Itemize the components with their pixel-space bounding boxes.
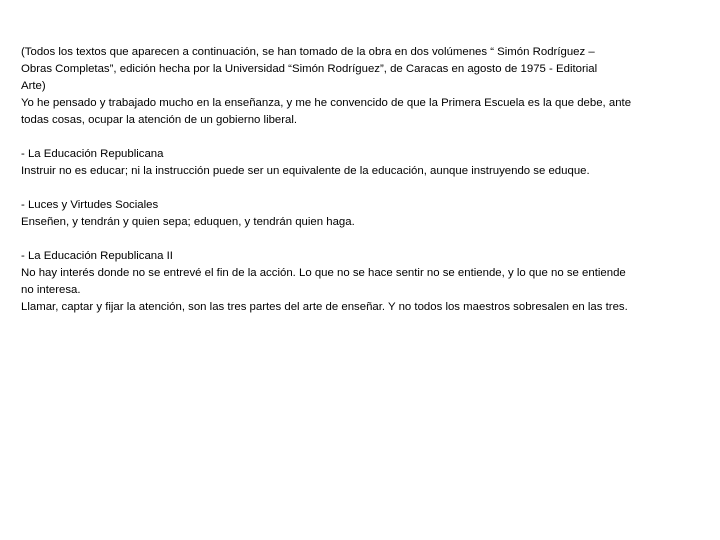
section-line: no interesa. (21, 284, 81, 296)
section-heading: - Luces y Virtudes Sociales (21, 199, 159, 211)
section-line: No hay interés donde no se entrevé el fin de la acción. Lo que no se hace sentir no se entiende, y lo que no se entiende (21, 267, 626, 279)
section-heading: - La Educación Republicana II (21, 250, 173, 262)
quote-line: Yo he pensado y trabajado mucho en la enseñanza, y me he convencido de que la Primera Escuela es la que debe, ante (21, 97, 632, 109)
source-note-line: Arte) (21, 80, 46, 92)
paragraph-gap (21, 231, 701, 248)
section-line: Enseñen, y tendrán y quien sepa; eduquen, y tendrán quien haga. (21, 216, 355, 228)
section-line: Llamar, captar y fijar la atención, son las tres partes del arte de enseñar. Y no todos los maestros sobresalen en las tres. (21, 301, 628, 313)
section-educacion-republicana-ii (21, 248, 701, 316)
source-note-line: Obras Completas”, edición hecha por la Universidad “Simón Rodríguez”, de Caracas en agosto de 1975 - Editorial (21, 63, 598, 75)
quote-line: todas cosas, ocupar la atención de un gobierno liberal. (21, 114, 298, 126)
section-luces-virtudes (21, 197, 701, 231)
section-educacion-republicana (21, 146, 701, 180)
section-heading: - La Educación Republicana (21, 148, 164, 160)
paragraph-gap (21, 129, 701, 146)
intro-paragraph (21, 44, 701, 129)
paragraph-gap (21, 180, 701, 197)
section-line: Instruir no es educar; ni la instrucción puede ser un equivalente de la educación, aunque instruyendo se eduque. (21, 165, 590, 177)
text-body (21, 44, 701, 316)
source-note-line: (Todos los textos que aparecen a continuación, se han tomado de la obra en dos volúmenes “ Simón Rodríguez – (21, 46, 595, 58)
